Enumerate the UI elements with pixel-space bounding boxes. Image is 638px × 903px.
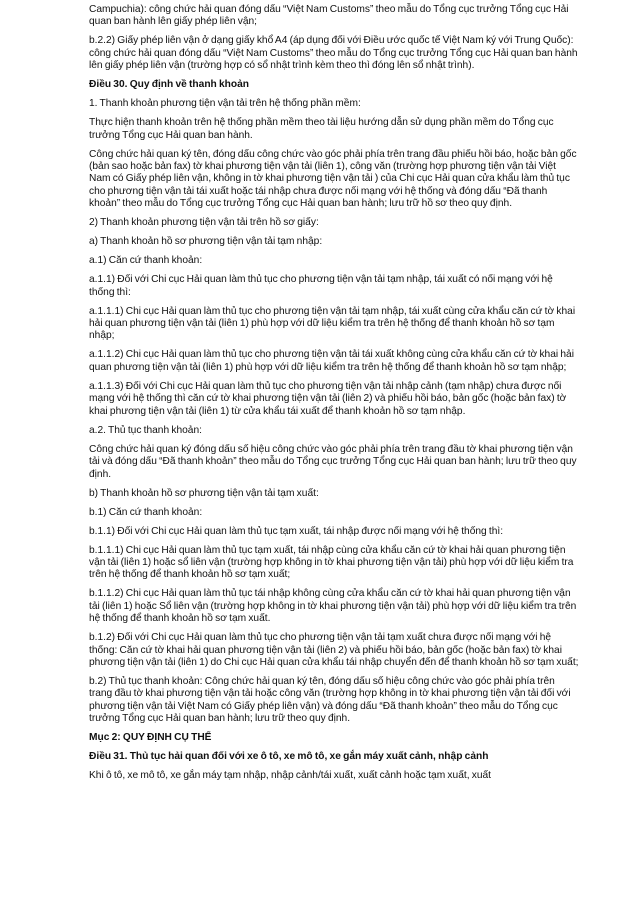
paragraph-a: a) Thanh khoản hồ sơ phương tiện vận tải tạm nhập: xyxy=(89,236,323,248)
paragraph-b: b) Thanh khoản hồ sơ phương tiện vận tải tạm xuất: xyxy=(89,487,319,499)
paragraph-a-1: a.1) Căn cứ thanh khoản: xyxy=(89,255,203,267)
heading-article-30: Điều 30. Quy định về thanh khoản xyxy=(89,79,249,91)
paragraph-a-1-1: a.1.1) Đối với Chi cục Hải quan làm thủ tục cho phương tiện vận tải tạm nhập, tái xuất có nối mạng với hệ thống thì: xyxy=(89,274,553,298)
paragraph-b-1-1: b.1.1) Đối với Chi cục Hải quan làm thủ tục tạm xuất, tái nhập được nối mạng với hệ thống thì: xyxy=(89,525,504,537)
paragraph-b-1-1-1: b.1.1.1) Chi cục Hải quan làm thủ tục tạm xuất, tái nhập cùng cửa khẩu căn cứ tờ khai hải quan phương tiện vận tải (liên 1) hoặc sổ liên vận (trường hợp không in tờ khai phương tiện vận tải) phù hợp với dữ liệu kiểm tra trên hệ thống để thanh khoản hồ sơ tạm xuất; xyxy=(89,544,574,581)
paragraph-b-2-2: b.2.2) Giấy phép liên vận ở dạng giấy khổ A4 (áp dụng đối với Điều ước quốc tế Việt Nam ký với Trung Quốc): công chức hải quan đóng dấu “Việt Nam Customs” theo mẫu do Tổng cục trưởng Tổng cục Hải quan ban hành lên giấy phép liên vận (trường hợp có sổ nhật trình kèm theo thì đóng lên sổ nhật trình). xyxy=(89,35,578,72)
paragraph-a-2-body: Công chức hải quan ký đóng dấu số hiệu công chức vào góc phải phía trên trang đầu tờ khai phương tiện vận tải và đóng dấu “Đã thanh khoản” theo mẫu do Tổng cục trưởng Tổng cục Hải quan ban hành; lưu trữ theo quy định. xyxy=(89,443,577,480)
paragraph-a-1-1-1: a.1.1.1) Chi cục Hải quan làm thủ tục cho phương tiện vận tải tạm nhập, tái xuất cùng cửa khẩu căn cứ tờ khai hải quan phương tiện vận tải (liên 1) phù hợp với dữ liệu kiểm tra trên hệ thống để thanh khoản hồ sơ tạm nhập; xyxy=(89,305,576,342)
paragraph-article-31-start: Khi ô tô, xe mô tô, xe gắn máy tạm nhập, nhập cảnh/tái xuất, xuất cảnh hoặc tạm xuất, xuất xyxy=(89,770,492,782)
paragraph-2: 2) Thanh khoản phương tiện vận tải trên hồ sơ giấy: xyxy=(89,217,319,229)
paragraph-software-liquidation: Thực hiện thanh khoản trên hệ thống phần mềm theo tài liệu hướng dẫn sử dụng phần mềm do Tổng cục trưởng Tổng cục Hải quan ban hành. xyxy=(89,117,554,141)
paragraph-a-2: a.2. Thủ tục thanh khoản: xyxy=(89,424,202,436)
paragraph-a-1-1-2: a.1.1.2) Chi cục Hải quan làm thủ tục cho phương tiện vận tải tái xuất không cùng cửa khẩu căn cứ tờ khai hải quan phương tiện vận tải (liên 1) phù hợp với dữ liệu kiểm tra trên hệ thống để thanh khoản hồ sơ tạm nhập; xyxy=(89,349,574,373)
paragraph-1: 1. Thanh khoản phương tiện vận tải trên hệ thống phần mềm: xyxy=(89,98,361,110)
paragraph-b-2: b.2) Thủ tục thanh khoản: Công chức hải quan ký tên, đóng dấu số hiệu công chức vào góc phải phía trên trang đầu tờ khai phương tiện vận tải hoặc công văn (trường hợp không in tờ khai phương tiện vận tải đối với phương tiện vận tải Việt Nam có Giấy phép liên vận) và đóng dấu “Đã thanh khoản” theo mẫu do Tổng cục trưởng Tổng cục Hải quan ban hành; lưu trữ theo quy định. xyxy=(89,675,571,725)
paragraph-b-1-2: b.1.2) Đối với Chi cục Hải quan làm thủ tục cho phương tiện vận tải tạm xuất chưa được nối mạng với hệ thống: Căn cứ tờ khai hải quan phương tiện vận tải (liên 2) và phiếu hồi báo, bản gốc (hoặc bản fax) tờ khai phương tiện vận tải (liên 1) do Chi cục Hải quan cửa khẩu tái nhập chuyển đến để thanh khoản hồ sơ tạm xuất; xyxy=(89,632,579,668)
document-body xyxy=(89,4,579,789)
heading-article-31: Điều 31. Thủ tục hải quan đối với xe ô tô, xe mô tô, xe gắn máy xuất cảnh, nhập cảnh xyxy=(89,751,489,763)
paragraph-continuation: Campuchia): công chức hải quan đóng dấu “Việt Nam Customs” theo mẫu do Tổng cục trưởng Tổng cục Hải quan ban hành lên giấy phép liên vận; xyxy=(89,4,569,28)
paragraph-a-1-1-3: a.1.1.3) Đối với Chi cục Hải quan làm thủ tục cho phương tiện vận tải nhập cảnh (tạm nhập) chưa được nối mạng với hệ thống thì căn cứ tờ khai phương tiện vận tải (liên 2) và phiếu hồi báo, bản gốc (hoặc bản fax) tờ khai phương tiện vận tải (liên 1) từ cửa khẩu tái xuất để thanh khoản hồ sơ tạm nhập. xyxy=(89,380,567,417)
paragraph-officer-signing: Công chức hải quan ký tên, đóng dấu công chức vào góc phải phía trên trang đầu phiếu hồi báo, hoặc bản gốc (bản sao hoặc bản fax) tờ khai phương tiện vận tải (liên 1), công văn (trường hợp phương tiện vận tải Việt Nam có Giấy phép liên vận, không in tờ khai phương tiện vận tải ) của Chi cục Hải quan cửa khẩu làm thủ tục cho phương tiện vận tải tái xuất hoặc tái nhập chưa được nối mạng với hệ thống và đóng dấu “Đã thanh khoản” theo mẫu do Tổng cục trưởng Tổng cục Hải quan ban hành; lưu trữ hồ sơ theo quy định. xyxy=(89,148,577,210)
heading-section-2: Mục 2: QUY ĐỊNH CỤ THỂ xyxy=(89,732,212,744)
paragraph-b-1: b.1) Căn cứ thanh khoản: xyxy=(89,506,203,518)
paragraph-b-1-1-2: b.1.1.2) Chi cục Hải quan làm thủ tục tái nhập không cùng cửa khẩu căn cứ tờ khai hải quan phương tiện vận tải (liên 1) hoặc Sổ liên vận (trường hợp không in tờ khai phương tiện vận tải) phù hợp với dữ liệu kiểm tra trên hệ thống để thanh khoản hồ sơ tạm xuất. xyxy=(89,588,577,625)
